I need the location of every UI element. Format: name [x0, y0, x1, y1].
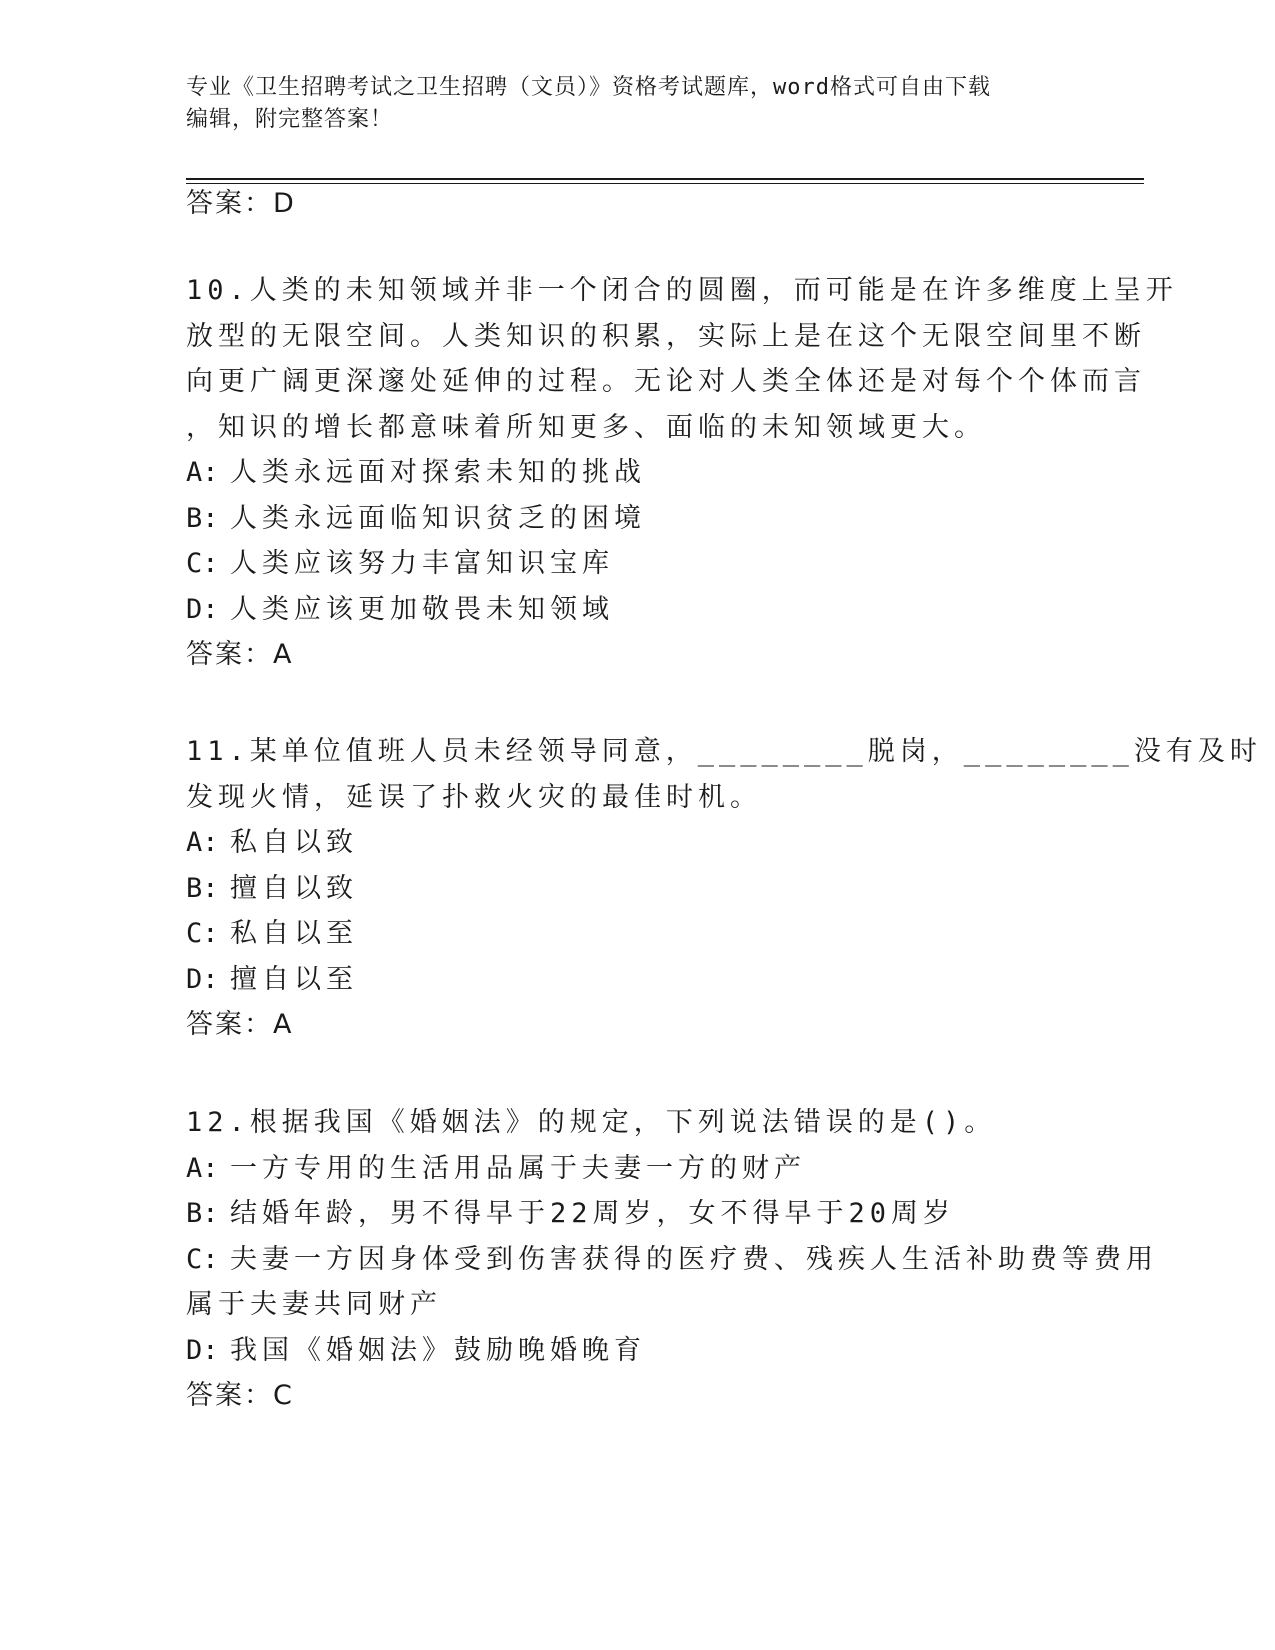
option-letter: C:: [186, 918, 219, 949]
option-letter: D:: [186, 1334, 219, 1366]
option-text: 我国《婚姻法》鼓励晚婚晚育: [230, 1334, 646, 1366]
option-letter: A:: [186, 827, 219, 858]
question-12: [186, 1100, 1158, 1419]
option-letter: C:: [186, 1243, 219, 1275]
option-text: 私自以至: [230, 918, 358, 949]
option-c: [186, 541, 1066, 587]
option-text: 人类永远面对探索未知的挑战: [230, 457, 646, 488]
option-d: [186, 587, 1066, 633]
option-text: 擅自以致: [230, 872, 358, 904]
option-b: [186, 866, 1066, 912]
answer-label: 答案：A: [186, 639, 294, 670]
option-text: 一方专用的生活用品属于夫妻一方的财产: [230, 1152, 806, 1184]
option-letter: C:: [186, 548, 219, 579]
question-text-line: 放型的无限空间。人类知识的积累，实际上是在这个无限空间里不断: [186, 320, 1146, 352]
option-letter: D:: [186, 593, 219, 625]
option-d: [186, 957, 1066, 1003]
option-letter: B:: [186, 1198, 219, 1229]
option-letter: B:: [186, 502, 219, 534]
question-text-line: 11.某单位值班人员未经领导同意，________脱岗，________没有及时: [186, 736, 1262, 767]
option-letter: A:: [186, 1152, 219, 1184]
option-letter: A:: [186, 457, 219, 488]
option-a: [186, 1146, 1066, 1192]
option-text: 人类应该更加敬畏未知领域: [230, 593, 614, 625]
option-text: 结婚年龄，男不得早于22周岁，女不得早于20周岁: [230, 1198, 956, 1229]
answer-label: 答案：A: [186, 1009, 294, 1040]
option-text: 擅自以至: [230, 963, 358, 995]
option-text: 人类应该努力丰富知识宝库: [230, 548, 614, 579]
question-text-line: 向更广阔更深邃处延伸的过程。无论对人类全体还是对每个个体而言: [186, 366, 1146, 397]
option-d: [186, 1328, 1066, 1374]
option-b: [186, 1191, 1066, 1237]
option-letter: D:: [186, 963, 219, 995]
question-text-line: ，知识的增长都意味着所知更多、面临的未知领域更大。: [186, 411, 986, 443]
option-text: 人类永远面临知识贫乏的困境: [230, 502, 646, 534]
option-text: 属于夫妻共同财产: [186, 1289, 442, 1320]
prev-answer-block: [186, 181, 1066, 227]
option-text: 私自以致: [230, 827, 358, 858]
option-c-continuation: [186, 1282, 1066, 1328]
question-text-line: 12.根据我国《婚姻法》的规定，下列说法错误的是()。: [186, 1107, 997, 1138]
option-text: 夫妻一方因身体受到伤害获得的医疗费、残疾人生活补助费等费用: [230, 1243, 1158, 1275]
answer-label: 答案：C: [186, 1380, 294, 1411]
question-text-line: 发现火情，延误了扑救火灾的最佳时机。: [186, 781, 762, 813]
option-c: [186, 911, 1066, 957]
document-header: [186, 72, 1066, 136]
option-a: [186, 450, 1066, 496]
header-line-2: 编辑，附完整答案！: [186, 107, 394, 132]
header-line-1: 专业《卫生招聘考试之卫生招聘（文员）》资格考试题库，word格式可自由下载: [186, 75, 991, 100]
option-letter: B:: [186, 872, 219, 904]
header-divider: [186, 178, 1144, 180]
question-text-line: 10.人类的未知领域并非一个闭合的圆圈，而可能是在许多维度上呈开: [186, 275, 1178, 306]
option-a: [186, 820, 1066, 866]
question-10: [186, 268, 1178, 678]
answer-label: 答案：D: [186, 188, 296, 219]
option-b: [186, 496, 1066, 542]
question-11: [186, 729, 1262, 1048]
option-c: [186, 1237, 1158, 1283]
